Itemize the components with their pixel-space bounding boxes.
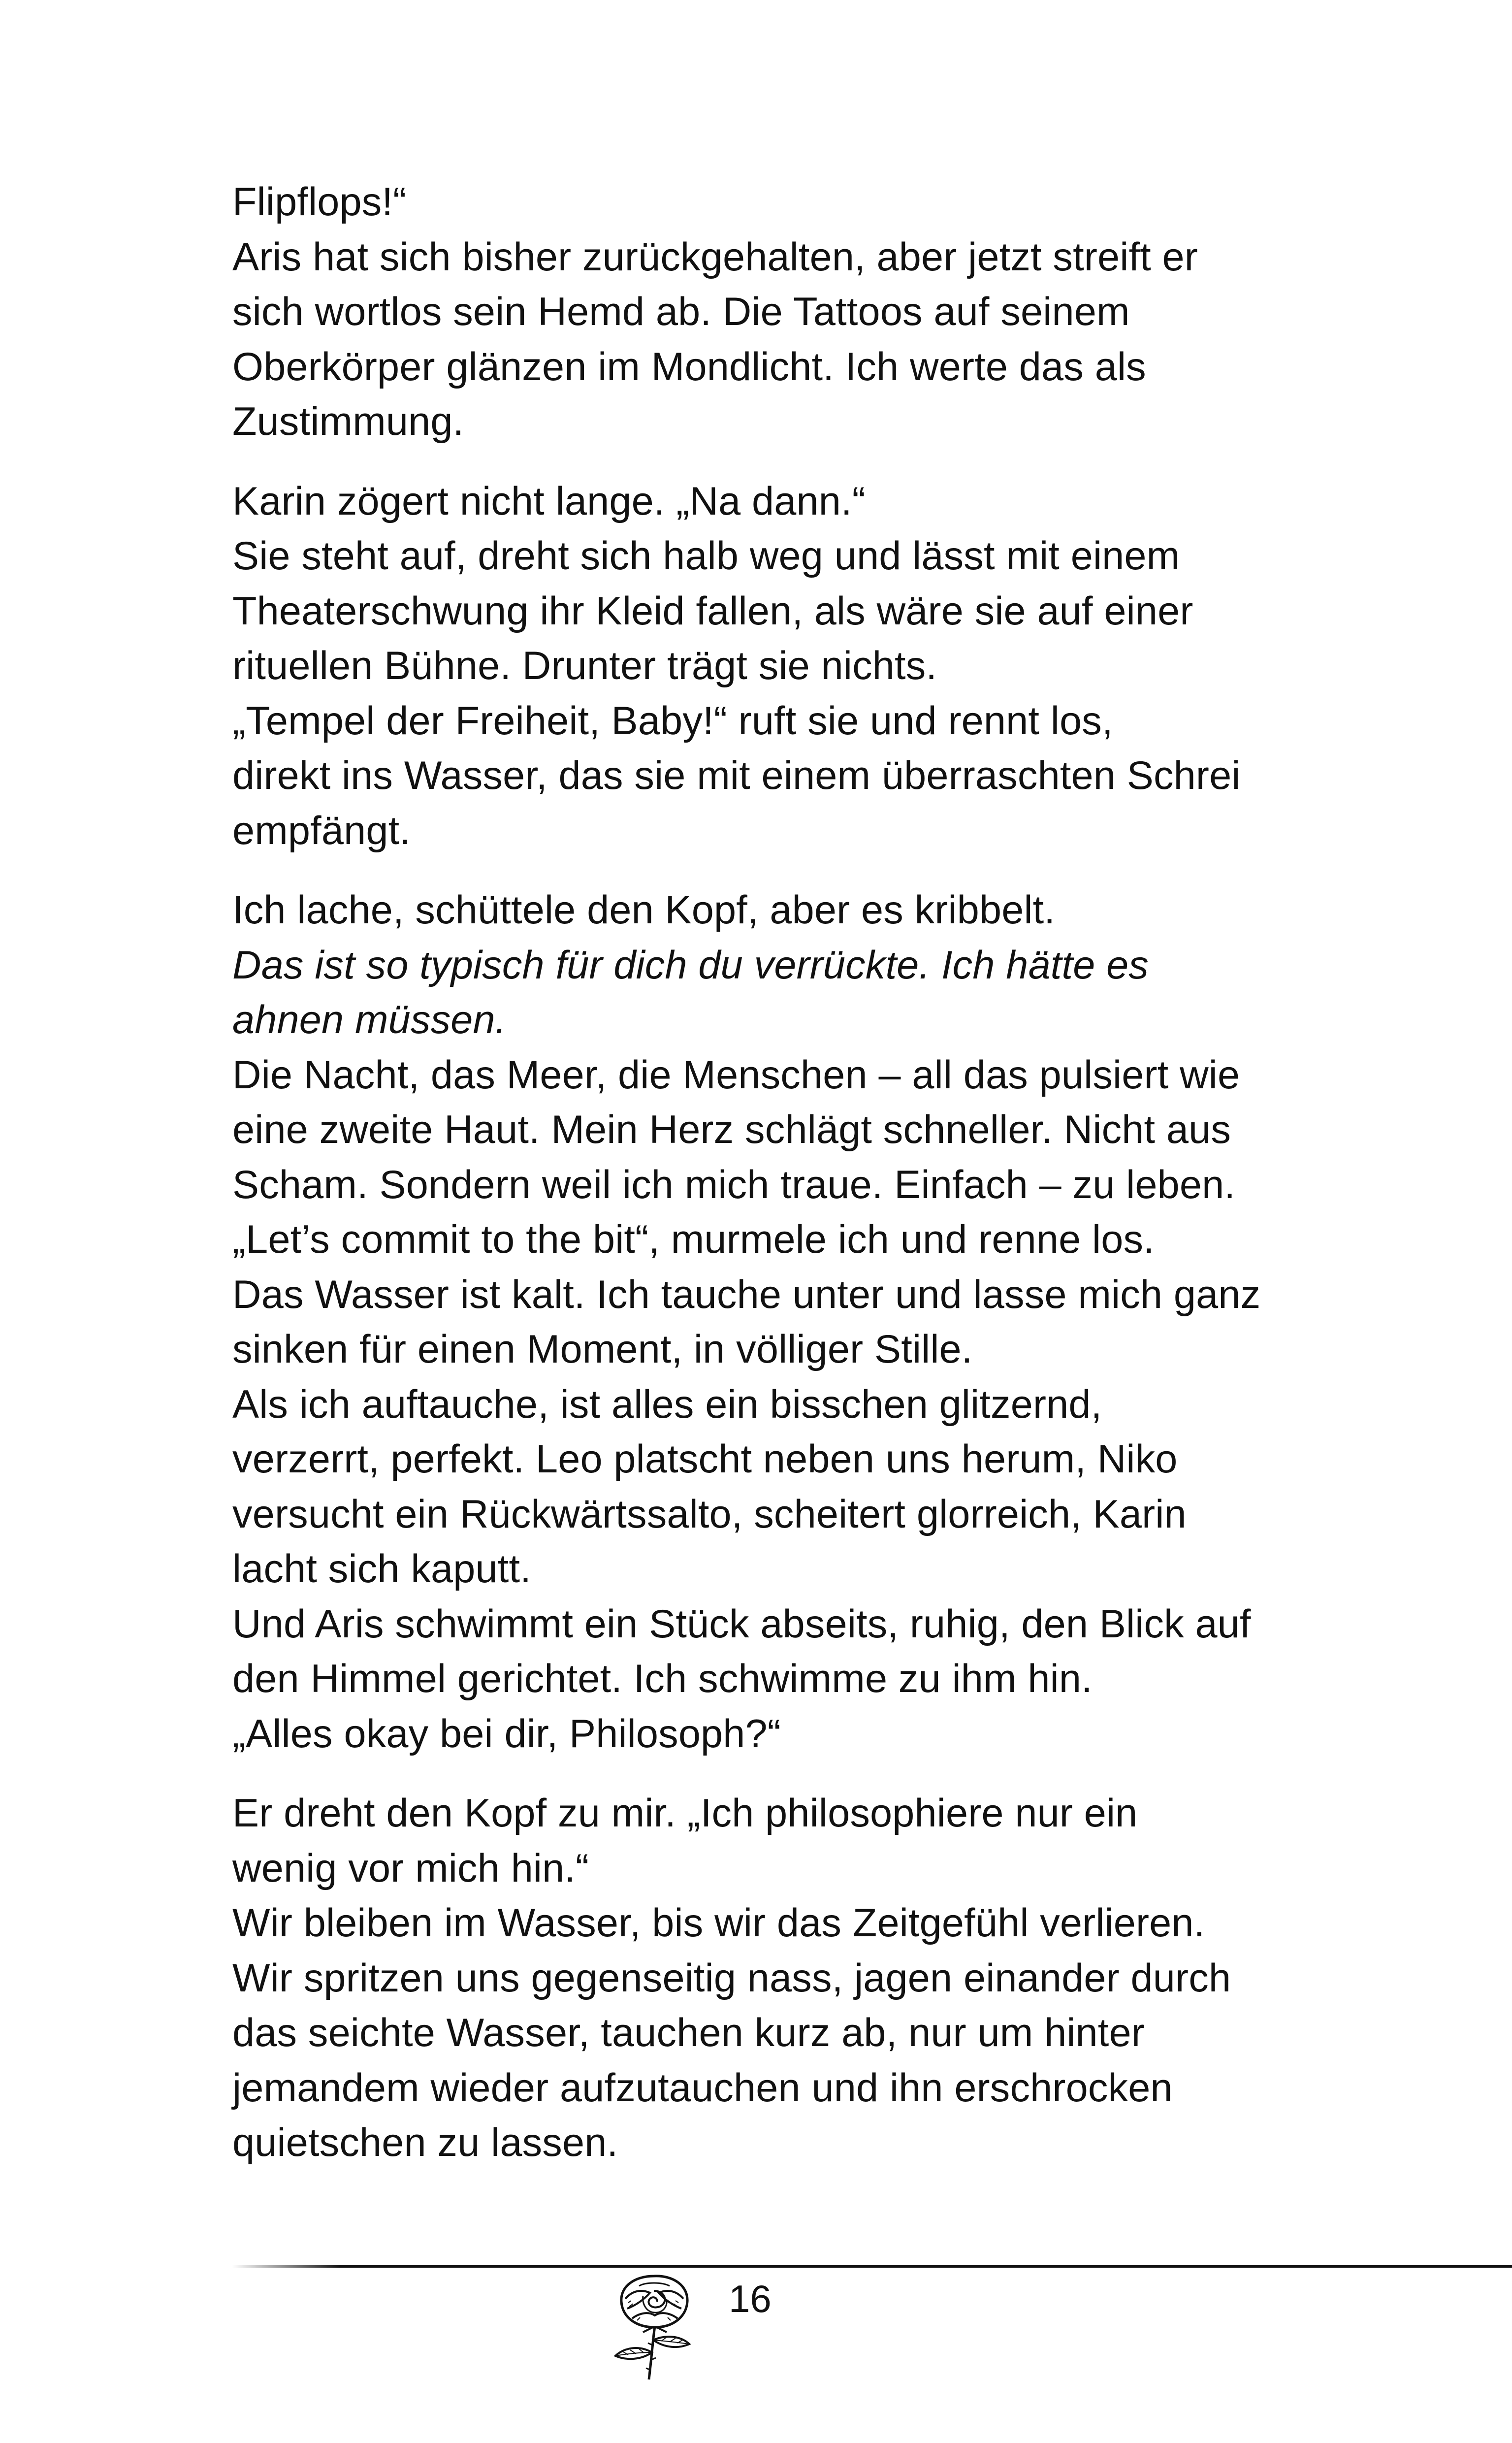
text-line: Wir spritzen uns gegenseitig nass, jagen einander durch <box>232 1955 1231 2000</box>
text-line: Karin zögert nicht lange. „Na dann.“ <box>232 479 866 523</box>
text-line: quietschen zu lassen. <box>232 2120 618 2165</box>
paragraph-gap <box>232 1761 1340 1786</box>
text-line: den Himmel gerichtet. Ich schwimme zu ihm hin. <box>232 1657 1093 1701</box>
text-line: Theaterschwung ihr Kleid fallen, als wäre sie auf einer <box>232 588 1193 633</box>
text-line: das seichte Wasser, tauchen kurz ab, nur um hinter <box>232 2011 1145 2055</box>
paragraph-gap <box>232 858 1340 883</box>
text-line: Ich lache, schüttele den Kopf, aber es kribbelt. <box>232 888 1056 932</box>
text-line: Und Aris schwimmt ein Stück abseits, ruhig, den Blick auf <box>232 1601 1251 1646</box>
text-line: Er dreht den Kopf zu mir. „Ich philosophiere nur ein <box>232 1791 1138 1835</box>
text-line: Die Nacht, das Meer, die Menschen – all das pulsiert wie <box>232 1052 1240 1097</box>
text-line: Scham. Sondern weil ich mich traue. Einfach – zu leben. <box>232 1162 1236 1207</box>
footer-divider <box>232 2265 1512 2268</box>
italic-text-line: Das ist so typisch für dich du verrückte. Ich hätte es <box>232 943 1149 987</box>
rose-icon <box>605 2271 703 2382</box>
text-line: Wir bleiben im Wasser, bis wir das Zeitgefühl verlieren. <box>232 1901 1205 1945</box>
text-line: Oberkörper glänzen im Mondlicht. Ich werte das als <box>232 344 1146 389</box>
text-line: Flipflops!“ <box>232 180 407 224</box>
text-line: „Let’s commit to the bit“, murmele ich und renne los. <box>232 1217 1155 1262</box>
text-line: Das Wasser ist kalt. Ich tauche unter und lasse mich ganz <box>232 1272 1261 1317</box>
text-line: versucht ein Rückwärtssalto, scheitert glorreich, Karin <box>232 1492 1187 1536</box>
page-number: 16 <box>729 2277 772 2320</box>
text-line: sinken für einen Moment, in völliger Stille. <box>232 1327 973 1371</box>
text-line: lacht sich kaputt. <box>232 1547 531 1591</box>
text-line: eine zweite Haut. Mein Herz schlägt schneller. Nicht aus <box>232 1107 1231 1152</box>
body-text <box>232 175 1340 2171</box>
text-line: verzerrt, perfekt. Leo platscht neben uns herum, Niko <box>232 1437 1178 1481</box>
text-line: „Tempel der Freiheit, Baby!“ ruft sie und rennt los, <box>232 698 1113 743</box>
footer-divider-fade <box>232 2265 341 2268</box>
text-line: wenig vor mich hin.“ <box>232 1846 589 1890</box>
text-line: direkt ins Wasser, das sie mit einem überraschten Schrei <box>232 753 1241 798</box>
text-line: Aris hat sich bisher zurückgehalten, aber jetzt streift er <box>232 234 1198 279</box>
text-line: Zustimmung. <box>232 399 464 444</box>
italic-text-line: ahnen müssen. <box>232 998 507 1042</box>
text-line: „Alles okay bei dir, Philosoph?“ <box>232 1711 781 1756</box>
text-line: sich wortlos sein Hemd ab. Die Tattoos auf seinem <box>232 290 1130 334</box>
text-line: jemandem wieder aufzutauchen und ihn erschrocken <box>232 2065 1173 2110</box>
paragraph-gap <box>232 450 1340 474</box>
text-line: Sie steht auf, dreht sich halb weg und lässt mit einem <box>232 534 1180 578</box>
text-line: Als ich auftauche, ist alles ein bisschen glitzernd, <box>232 1382 1102 1427</box>
text-line: rituellen Bühne. Drunter trägt sie nichts. <box>232 644 937 688</box>
text-line: empfängt. <box>232 808 411 853</box>
